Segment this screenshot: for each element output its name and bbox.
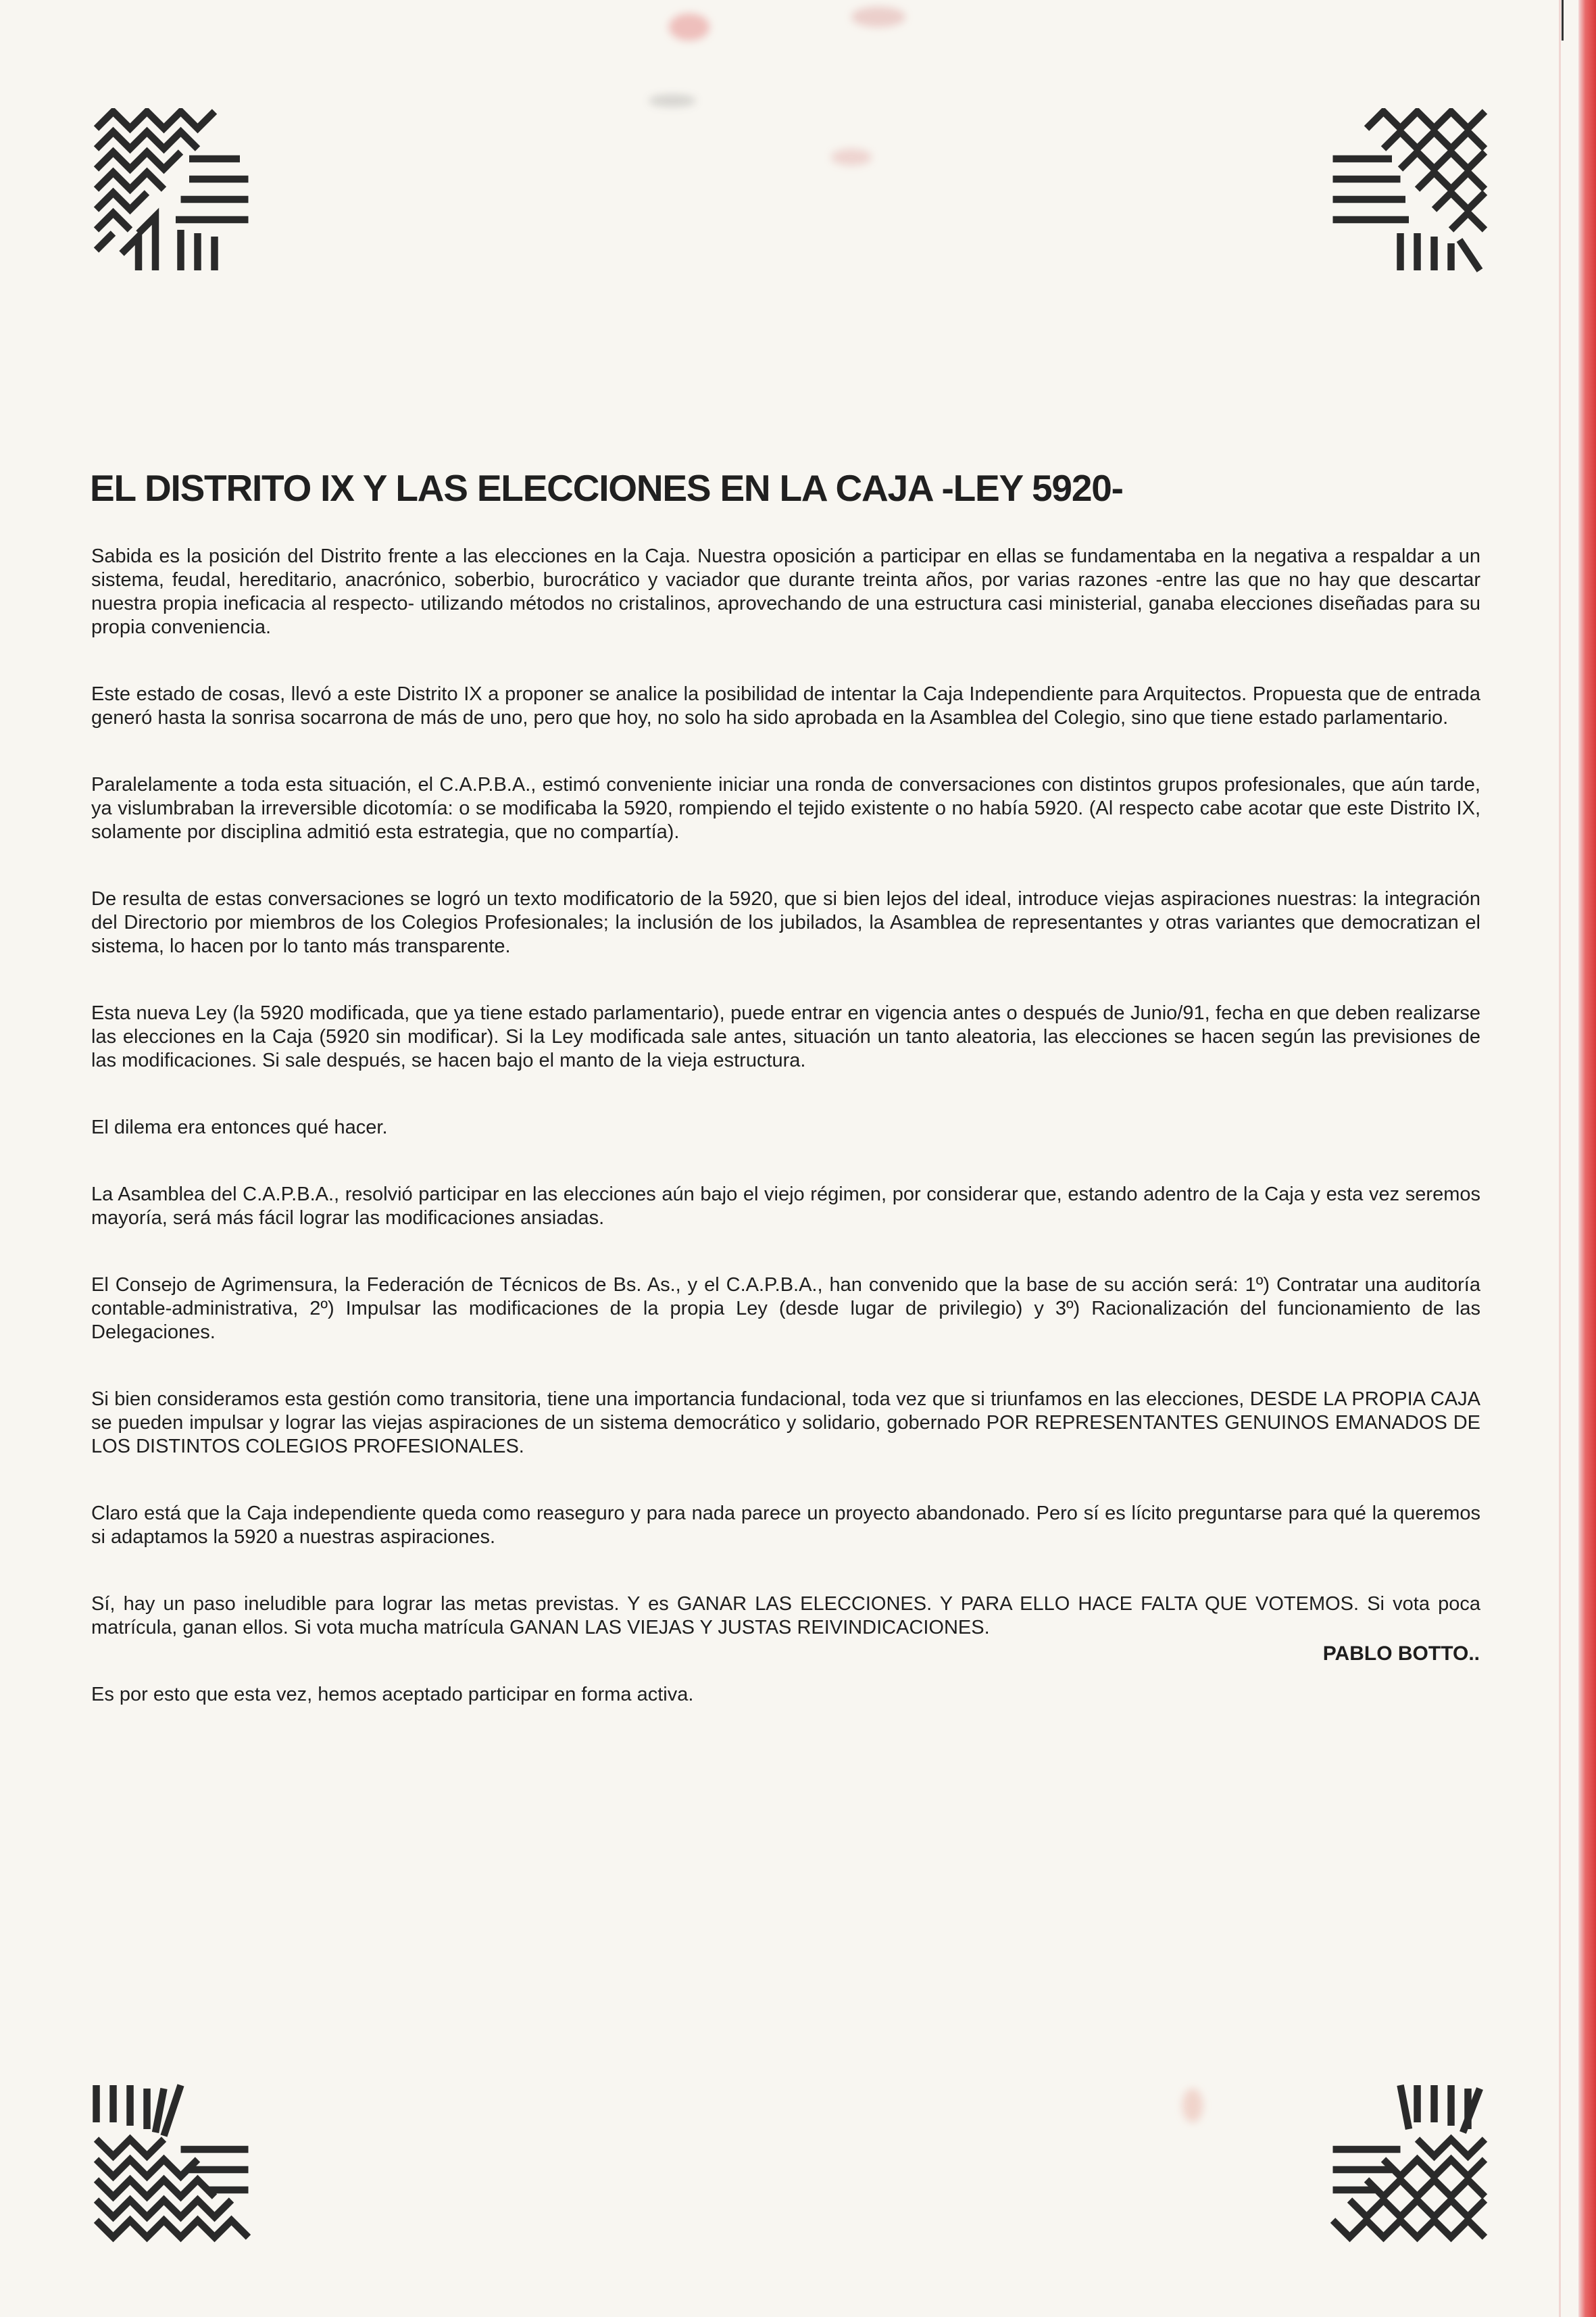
- paragraph: El dilema era entonces qué hacer.: [91, 1117, 388, 1138]
- paragraph: Sí, hay un paso ineludible para lograr las metas previstas. Y es GANAR LAS ELECCIONES. Y PARA ELLO HACE FALTA QUE VOTEMOS. Si vota poca matrícula, ganan ellos. Si vota mucha matrícula GANAN LAS VIEJAS Y JUSTAS REIVINDICACIONES.: [91, 1593, 1480, 1638]
- paragraph: Es por esto que esta vez, hemos aceptado participar en forma activa.: [91, 1684, 694, 1705]
- paragraph: Esta nueva Ley (la 5920 modificada, que ya tiene estado parlamentario), puede entrar en vigencia antes o después de Junio/91, fecha en que deben realizarse las elecciones en la Caja (5920 sin modificar). Si la Ley modificada sale antes, situación un tanto aleatoria, las elecciones se hacen según las previsiones de las modificaciones. Si sale después, se hacen bajo el manto de la vieja estructura.: [91, 1002, 1480, 1071]
- weave-ornament-top-left-icon: [88, 108, 257, 277]
- red-page-edge: [1578, 0, 1596, 2317]
- paragraph: Si bien consideramos esta gestión como transitoria, tiene una importancia fundacional, toda vez que si triunfamos en las elecciones, DESDE LA PROPIA CAJA se pueden impulsar y lograr las viejas aspiraciones de un sistema democrático y solidario, gobernado POR REPRESENTANTES GENUINOS EMANADOS DE LOS DISTINTOS COLEGIOS PROFESIONALES.: [91, 1388, 1480, 1457]
- paper-smudge: [831, 149, 872, 166]
- weave-ornament-top-left: [88, 108, 257, 277]
- paragraph: El Consejo de Agrimensura, la Federación de Técnicos de Bs. As., y el C.A.P.B.A., han convenido que la base de su acción será: 1º) Contratar una auditoría contable-administrativa, 2º) Impulsar las modificaciones de la propia Ley (desde lugar de privilegio) y 3º) Racionalización del funcionamiento de las Delegaciones.: [91, 1274, 1480, 1343]
- paragraph: Sabida es la posición del Distrito frente a las elecciones en la Caja. Nuestra oposición a participar en ellas se fundamentaba en la negativa a respaldar a un sistema, feudal, hereditario, anacrónico, soberbio, burocrático y vaciador que durante treinta años, por varias razones -entre las que no hay que descartar nuestra propia ineficacia al respecto- utilizando métodos no cristalinos, aprovechando de una estructura casi ministerial, ganaba elecciones diseñadas para su propia conveniencia.: [91, 545, 1480, 638]
- page-edge-line: [1559, 0, 1561, 2317]
- document-title: EL DISTRITO IX Y LAS ELECCIONES EN LA CAJA -LEY 5920-: [90, 467, 1123, 509]
- paragraph: Paralelamente a toda esta situación, el C.A.P.B.A., estimó conveniente iniciar una ronda de conversaciones con distintos grupos profesionales, que aún tarde, ya vislumbraban la irreversible dicotomía: o se modificaba la 5920, rompiendo el tejido existente o no había 5920. (Al respecto cabe acotar que este Distrito IX, solamente por disciplina admitió esta estrategia, que no compartía).: [91, 774, 1480, 843]
- weave-ornament-bottom-left: [88, 2082, 257, 2251]
- paragraph: La Asamblea del C.A.P.B.A., resolvió participar en las elecciones aún bajo el viejo régimen, por considerar que, estando adentro de la Caja y esta vez seremos mayoría, será más fácil lograr las modificaciones ansiadas.: [91, 1184, 1480, 1229]
- weave-ornament-bottom-right: [1324, 2082, 1493, 2251]
- paper-smudge: [1182, 2089, 1203, 2122]
- author-signature: PABLO BOTTO..: [1322, 1642, 1480, 1665]
- weave-ornament-bottom-left-icon: [88, 2082, 257, 2251]
- weave-ornament-bottom-right-icon: [1324, 2082, 1493, 2251]
- paragraph: De resulta de estas conversaciones se logró un texto modificatorio de la 5920, que si bien lejos del ideal, introduce viejas aspiraciones nuestras: la integración del Directorio por miembros de los Colegios Profesionales; la inclusión de los jubilados, la Asamblea de representantes y otras variantes que democratizan el sistema, lo hacen por lo tanto más transparente.: [91, 888, 1480, 957]
- paper-smudge: [851, 7, 905, 27]
- paper-smudge: [669, 14, 709, 41]
- paragraph: Este estado de cosas, llevó a este Distrito IX a proponer se analice la posibilidad de intentar la Caja Independiente para Arquitectos. Propuesta que de entrada generó hasta la sonrisa socarrona de más de uno, pero que hoy, no solo ha sido aprobada en la Asamblea del Colegio, sino que tiene estado parlamentario.: [91, 683, 1480, 729]
- weave-ornament-top-right-icon: [1324, 108, 1493, 277]
- weave-ornament-top-right: [1324, 108, 1493, 277]
- paragraph: Claro está que la Caja independiente queda como reaseguro y para nada parece un proyecto abandonado. Pero sí es lícito preguntarse para qué la queremos si adaptamos la 5920 a nuestras aspiraciones.: [91, 1503, 1480, 1548]
- paper-smudge: [649, 95, 696, 107]
- corner-mark: [1562, 0, 1564, 41]
- document-body: [91, 545, 1480, 1750]
